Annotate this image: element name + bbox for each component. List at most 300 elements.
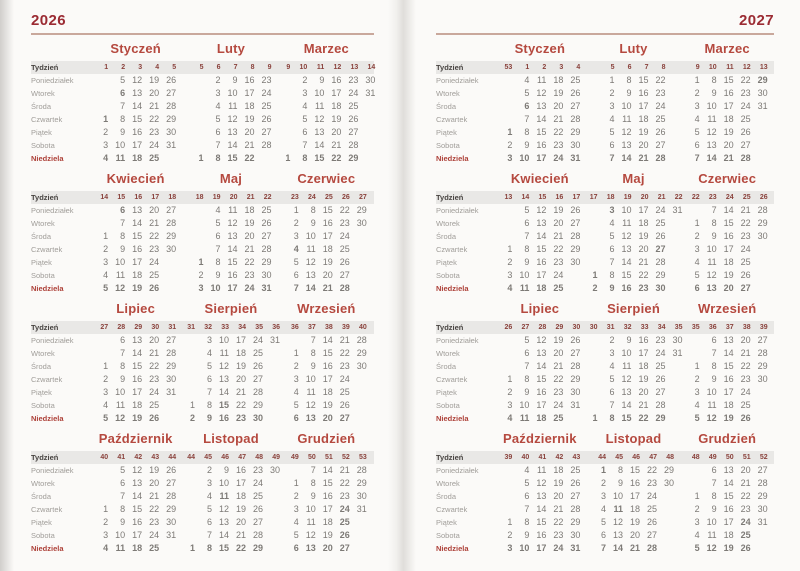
day-row xyxy=(180,542,282,555)
day-cell: 8 xyxy=(524,244,530,254)
header-rule xyxy=(31,33,374,35)
day-cell: 20 xyxy=(149,205,160,215)
day-cell: 7 xyxy=(524,361,530,371)
day-row xyxy=(93,347,178,360)
day-cell: 21 xyxy=(235,530,246,540)
day-cell: 27 xyxy=(166,335,177,345)
day-row xyxy=(583,360,685,373)
day-cell: 3 xyxy=(103,530,109,540)
day-row xyxy=(284,490,369,503)
day-cell: 7 xyxy=(524,231,530,241)
day-cell: 26 xyxy=(740,127,751,137)
day-cell: 22 xyxy=(339,478,350,488)
day-cell: 15 xyxy=(227,257,238,267)
day-label: Poniedziałek xyxy=(436,466,479,475)
day-cell: 29 xyxy=(570,244,581,254)
day-cell xyxy=(93,74,110,87)
day-cell: 19 xyxy=(553,205,564,215)
day-row xyxy=(497,256,582,269)
day-cell: 7 xyxy=(711,205,717,215)
day-cell: 6 xyxy=(293,270,299,280)
day-cell: 27 xyxy=(339,270,350,280)
day-cell: 26 xyxy=(149,413,160,423)
day-cell: 27 xyxy=(252,517,263,527)
day-cell: 27 xyxy=(339,413,350,423)
day-cell: 25 xyxy=(740,400,751,410)
day-cell: 28 xyxy=(757,478,768,488)
day-cell: 14 xyxy=(227,244,238,254)
week-number: 5 xyxy=(199,64,204,71)
day-cell: 26 xyxy=(740,413,751,423)
day-cell: 9 xyxy=(711,504,717,514)
day-cell: 10 xyxy=(621,101,632,111)
day-row xyxy=(188,113,273,126)
day-cell xyxy=(497,464,514,477)
day-cell: 24 xyxy=(339,231,350,241)
day-cell: 4 xyxy=(293,244,299,254)
day-row xyxy=(497,100,582,113)
day-row xyxy=(583,269,685,282)
day-label: Niedziela xyxy=(436,154,469,163)
week-header-label: Tydzień xyxy=(436,193,464,202)
day-cell: 9 xyxy=(120,374,126,384)
day-row xyxy=(497,516,582,529)
day-cell: 8 xyxy=(206,400,212,410)
day-cell: 2 xyxy=(609,335,615,345)
month-block xyxy=(93,170,178,295)
week-number: 27 xyxy=(521,324,530,331)
day-cell xyxy=(360,126,377,139)
day-cell: 31 xyxy=(261,283,272,293)
week-number: 29 xyxy=(134,324,143,331)
week-header-label: Tydzień xyxy=(436,453,464,462)
month-slot xyxy=(88,430,183,555)
day-cell: 21 xyxy=(244,140,255,150)
day-row xyxy=(497,113,582,126)
day-cell: 14 xyxy=(621,153,632,163)
week-number: 18 xyxy=(606,194,615,201)
month-grid xyxy=(188,61,273,165)
month-row xyxy=(31,170,374,295)
week-number: 7 xyxy=(644,64,649,71)
day-row xyxy=(685,334,770,347)
day-cell: 16 xyxy=(244,75,255,85)
month-slot xyxy=(587,430,681,555)
day-row xyxy=(188,126,273,139)
day-cell: 18 xyxy=(331,101,342,111)
week-number: 42 xyxy=(134,454,143,461)
day-cell: 4 xyxy=(507,413,513,423)
week-number: 17 xyxy=(589,194,598,201)
day-cell: 2 xyxy=(103,374,109,384)
day-cell: 18 xyxy=(723,530,734,540)
day-label: Sobota xyxy=(31,271,55,280)
day-label: Piątek xyxy=(31,518,52,527)
week-numbers-row xyxy=(685,191,770,204)
month-grid xyxy=(180,321,282,425)
day-cell xyxy=(497,360,514,373)
day-row xyxy=(275,113,377,126)
day-cell: 27 xyxy=(570,218,581,228)
day-row xyxy=(93,399,178,412)
day-cell xyxy=(497,334,514,347)
week-number: 28 xyxy=(538,324,547,331)
day-cell: 25 xyxy=(570,75,581,85)
day-cell: 23 xyxy=(339,361,350,371)
month-title: Grudzień xyxy=(297,431,356,446)
day-cell: 2 xyxy=(507,530,513,540)
day-cell: 12 xyxy=(305,530,316,540)
day-cell: 10 xyxy=(706,101,717,111)
day-cell xyxy=(583,360,600,373)
day-row xyxy=(685,542,770,555)
day-row xyxy=(497,230,582,243)
day-cell: 16 xyxy=(536,530,547,540)
day-cell: 3 xyxy=(507,543,513,553)
day-row xyxy=(188,256,273,269)
day-cell: 30 xyxy=(757,374,768,384)
day-row xyxy=(93,529,178,542)
day-row xyxy=(284,334,369,347)
day-cell: 7 xyxy=(524,504,530,514)
day-cell: 19 xyxy=(553,335,564,345)
day-cell: 21 xyxy=(553,361,564,371)
day-cell: 1 xyxy=(293,205,299,215)
week-number: 52 xyxy=(342,454,350,461)
day-labels-column xyxy=(31,40,88,165)
day-cell: 21 xyxy=(149,101,160,111)
week-number: 38 xyxy=(325,324,333,331)
day-cell: 19 xyxy=(723,127,734,137)
day-cell: 6 xyxy=(609,387,615,397)
month-slot xyxy=(587,40,681,165)
day-row xyxy=(188,139,273,152)
day-label: Niedziela xyxy=(31,544,64,553)
day-cell: 23 xyxy=(553,140,564,150)
day-cell xyxy=(360,139,377,152)
day-cell: 29 xyxy=(570,374,581,384)
month-grid xyxy=(180,451,282,555)
month-slot xyxy=(680,300,774,425)
day-row xyxy=(497,282,582,295)
day-cell: 3 xyxy=(293,374,299,384)
day-cell: 18 xyxy=(132,270,143,280)
day-cell: 22 xyxy=(235,400,246,410)
day-cell: 5 xyxy=(293,400,299,410)
month-block xyxy=(93,300,178,425)
day-cell: 5 xyxy=(524,88,530,98)
day-cell: 9 xyxy=(310,218,316,228)
week-number: 6 xyxy=(627,64,632,71)
day-cell: 1 xyxy=(103,231,109,241)
day-cell: 11 xyxy=(622,114,632,124)
day-cell: 4 xyxy=(524,465,530,475)
day-cell: 7 xyxy=(609,153,615,163)
week-numbers-row xyxy=(284,451,369,464)
day-cell: 20 xyxy=(331,127,342,137)
day-cell: 8 xyxy=(206,543,212,553)
week-number: 18 xyxy=(195,194,204,201)
day-cell: 15 xyxy=(322,478,333,488)
day-row xyxy=(685,282,770,295)
month-grid xyxy=(591,451,676,555)
day-cell: 13 xyxy=(723,465,734,475)
day-cell: 25 xyxy=(740,257,751,267)
day-cell: 11 xyxy=(519,283,530,293)
day-cell: 23 xyxy=(339,218,350,228)
month-block xyxy=(284,430,369,555)
day-row xyxy=(284,217,369,230)
day-cell: 20 xyxy=(638,387,649,397)
month-block xyxy=(685,170,770,295)
day-cell: 1 xyxy=(694,75,700,85)
day-cell xyxy=(352,529,369,542)
day-cell: 5 xyxy=(206,504,212,514)
day-cell: 26 xyxy=(740,270,751,280)
month-block xyxy=(180,430,282,555)
day-cell xyxy=(352,399,369,412)
day-label: Piątek xyxy=(436,518,457,527)
day-cell xyxy=(188,243,205,256)
month-title: Sierpień xyxy=(607,301,660,316)
day-label: Środa xyxy=(436,102,457,111)
week-number: 20 xyxy=(640,194,649,201)
day-cell: 9 xyxy=(524,140,530,150)
day-row xyxy=(685,347,770,360)
day-cell: 4 xyxy=(103,270,109,280)
month-grid xyxy=(93,451,178,555)
day-cell: 26 xyxy=(570,88,581,98)
day-cell: 24 xyxy=(553,270,564,280)
day-cell: 14 xyxy=(218,530,229,540)
day-cell: 15 xyxy=(536,244,547,254)
day-cell: 1 xyxy=(103,114,109,124)
day-cell: 22 xyxy=(149,504,160,514)
day-cell xyxy=(275,100,292,113)
day-cell: 13 xyxy=(132,478,143,488)
day-cell: 18 xyxy=(322,244,333,254)
day-row xyxy=(284,373,369,386)
day-row xyxy=(591,490,676,503)
day-cell: 17 xyxy=(638,348,649,358)
day-cell: 13 xyxy=(132,88,143,98)
months-grid-2027 xyxy=(436,40,774,555)
day-cell: 29 xyxy=(166,361,177,371)
day-row xyxy=(93,204,178,217)
day-cell: 24 xyxy=(655,101,666,111)
day-cell: 22 xyxy=(149,231,160,241)
day-cell: 24 xyxy=(149,257,160,267)
day-label: Niedziela xyxy=(436,414,469,423)
month-title: Czerwiec xyxy=(297,171,356,186)
week-numbers-row xyxy=(275,61,377,74)
day-cell: 2 xyxy=(293,218,299,228)
month-title: Kwiecień xyxy=(510,171,569,186)
week-number: 19 xyxy=(212,194,221,201)
day-cell xyxy=(497,490,514,503)
month-block xyxy=(275,40,377,165)
day-cell: 20 xyxy=(149,335,160,345)
day-cell: 27 xyxy=(166,88,177,98)
day-cell: 14 xyxy=(723,205,734,215)
day-cell: 1 xyxy=(507,374,513,384)
day-cell: 3 xyxy=(302,88,308,98)
day-cell: 16 xyxy=(132,517,143,527)
day-cell: 13 xyxy=(314,127,325,137)
day-cell: 1 xyxy=(189,543,195,553)
day-labels-column xyxy=(31,430,88,555)
day-row xyxy=(600,139,668,152)
day-row xyxy=(284,386,369,399)
day-cell: 5 xyxy=(302,114,308,124)
day-row xyxy=(685,503,770,516)
day-row xyxy=(188,230,273,243)
day-cell: 19 xyxy=(322,400,333,410)
year-label-left: 2026 xyxy=(31,12,66,29)
day-row xyxy=(685,360,770,373)
day-row xyxy=(600,126,668,139)
month-block xyxy=(497,170,582,295)
day-cell: 14 xyxy=(132,101,143,111)
day-label: Sobota xyxy=(436,141,460,150)
month-slot xyxy=(183,300,278,425)
day-cell: 12 xyxy=(621,374,632,384)
day-label: Piątek xyxy=(31,258,52,267)
month-slot xyxy=(587,170,681,295)
day-cell: 26 xyxy=(655,231,666,241)
day-cell xyxy=(93,464,110,477)
day-cell: 22 xyxy=(646,465,657,475)
month-row xyxy=(436,300,774,425)
week-number: 25 xyxy=(742,194,751,201)
day-cell: 27 xyxy=(570,101,581,111)
day-cell: 4 xyxy=(609,361,615,371)
day-cell: 8 xyxy=(310,348,316,358)
day-row xyxy=(93,217,178,230)
day-cell: 23 xyxy=(740,504,751,514)
week-numbers-row xyxy=(583,191,685,204)
day-cell: 17 xyxy=(723,387,734,397)
week-number: 20 xyxy=(229,194,238,201)
day-cell: 19 xyxy=(322,530,333,540)
day-cell: 25 xyxy=(740,114,751,124)
day-row xyxy=(93,100,178,113)
week-number: 21 xyxy=(246,194,255,201)
day-cell xyxy=(180,516,197,529)
day-cell xyxy=(753,113,770,126)
day-cell: 16 xyxy=(132,127,143,137)
day-cell: 16 xyxy=(536,257,547,267)
day-row xyxy=(685,230,770,243)
day-cell: 17 xyxy=(322,374,333,384)
day-cell: 31 xyxy=(757,517,768,527)
day-cell: 24 xyxy=(244,283,255,293)
day-cell: 12 xyxy=(536,88,547,98)
week-number: 48 xyxy=(666,454,674,461)
day-label: Poniedziałek xyxy=(31,206,74,215)
day-cell: 5 xyxy=(609,127,615,137)
day-row xyxy=(93,152,178,165)
day-cell: 5 xyxy=(694,270,700,280)
day-cell xyxy=(188,126,205,139)
week-numbers-row xyxy=(497,191,582,204)
day-cell: 27 xyxy=(166,478,177,488)
day-cell: 5 xyxy=(206,361,212,371)
day-row xyxy=(180,334,282,347)
day-cell: 22 xyxy=(740,361,751,371)
week-number: 47 xyxy=(238,454,246,461)
day-cell: 19 xyxy=(723,270,734,280)
day-cell: 23 xyxy=(339,491,350,501)
day-cell: 8 xyxy=(120,361,126,371)
day-cell: 28 xyxy=(655,400,666,410)
day-cell: 5 xyxy=(215,218,221,228)
day-label: Czwartek xyxy=(436,115,468,124)
day-cell: 28 xyxy=(166,218,177,228)
week-number: 45 xyxy=(615,454,623,461)
day-cell: 7 xyxy=(120,101,126,111)
day-cell: 29 xyxy=(166,114,177,124)
day-cell: 4 xyxy=(609,114,615,124)
week-number: 30 xyxy=(589,324,598,331)
day-cell: 7 xyxy=(524,114,530,124)
day-cell: 7 xyxy=(694,153,700,163)
day-cell: 16 xyxy=(227,270,238,280)
week-number: 11 xyxy=(726,64,734,71)
day-cell: 2 xyxy=(507,387,513,397)
day-cell: 17 xyxy=(331,88,342,98)
day-cell: 2 xyxy=(198,270,204,280)
week-numbers-row xyxy=(93,191,178,204)
day-cell: 16 xyxy=(132,244,143,254)
week-number: 3 xyxy=(559,64,564,71)
day-row xyxy=(685,269,770,282)
day-row xyxy=(685,412,770,425)
day-cell: 17 xyxy=(723,101,734,111)
week-number: 22 xyxy=(691,194,700,201)
day-cell xyxy=(284,464,301,477)
day-cell: 15 xyxy=(218,543,229,553)
day-cell: 5 xyxy=(694,543,700,553)
day-cell: 22 xyxy=(235,543,246,553)
day-cell xyxy=(352,516,369,529)
day-cell xyxy=(188,100,205,113)
day-cell: 10 xyxy=(305,504,316,514)
day-cell: 2 xyxy=(206,465,212,475)
day-cell: 21 xyxy=(638,400,649,410)
day-cell xyxy=(583,204,600,217)
day-cell: 13 xyxy=(621,140,632,150)
day-cell xyxy=(93,347,110,360)
week-number: 39 xyxy=(342,324,350,331)
day-row xyxy=(497,87,582,100)
day-cell: 18 xyxy=(536,283,547,293)
day-cell: 26 xyxy=(252,361,263,371)
day-cell xyxy=(753,399,770,412)
day-cell: 15 xyxy=(322,205,333,215)
month-title: Lipiec xyxy=(520,301,560,316)
day-cell: 22 xyxy=(149,361,160,371)
day-cell xyxy=(161,542,178,555)
day-row xyxy=(497,399,582,412)
week-number: 15 xyxy=(538,194,547,201)
day-cell: 20 xyxy=(740,465,751,475)
day-cell: 13 xyxy=(706,283,717,293)
week-numbers-row xyxy=(591,451,676,464)
day-cell: 17 xyxy=(638,101,649,111)
day-cell xyxy=(360,113,377,126)
day-row xyxy=(685,477,770,490)
